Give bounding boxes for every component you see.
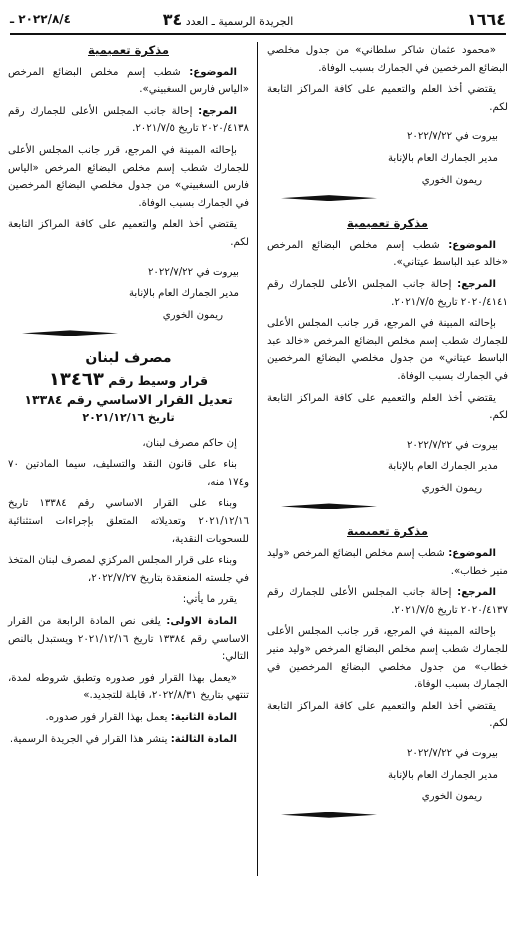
- decision-number: ١٣٤٦٣: [48, 368, 104, 390]
- decision-paragraph: إن حاكم مصرف لبنان،: [142, 437, 237, 449]
- memo-body: بإحالته المبينة في المرجع، قرر جانب المجلس الأعلى للجمارك شطب إسم مخلص البضائع المرخص «الياس فارس السغبيني» من جدول مخلصي البضائع المرخصين في الجمارك بسبب الوفاة.: [8, 144, 249, 209]
- subject-label: الموضوع:: [448, 239, 497, 251]
- column-divider: [257, 42, 258, 876]
- article-text: يلغى نص المادة الرابعة من القرار الاساسي رقم ١٣٣٨٤ تاريخ ٢٠٢١/١٢/١٦ ويستبدل بالنص التالي:: [8, 616, 249, 663]
- subject-text: شطب إسم مخلص البضائع المرخص «خالد عبد الباسط عيتاني».: [267, 239, 508, 269]
- section-separator: [281, 503, 377, 509]
- memo-closing: يقتضي أخذ العلم والتعميم على كافة المراكز التابعة لكم.: [267, 392, 508, 422]
- signature-name: ريمون الخوري: [162, 309, 223, 321]
- memo-reference: [8, 103, 249, 138]
- issue-number: ٣٤: [162, 10, 183, 29]
- memo-signature: [267, 437, 508, 498]
- header-rule: [10, 33, 506, 35]
- memo-title: مذكرة تعميمية: [347, 524, 428, 539]
- signature-name: ريمون الخوري: [421, 791, 482, 803]
- article-text: ينشر هذا القرار في الجريدة الرسمية.: [9, 733, 168, 745]
- reference-text: إحالة جانب المجلس الأعلى للجمارك رقم ٢٠٢٠/٤١٣٨ تاريخ ٢٠٢١/٧/٥.: [8, 105, 249, 135]
- decision-resolves: يقرر ما يأتي:: [182, 594, 237, 606]
- signature-date: بيروت في ٢٠٢٢/٧/٢٢: [406, 439, 498, 451]
- reference-text: إحالة جانب المجلس الأعلى للجمارك رقم ٢٠٢٠/٤١٣٧ تاريخ ٢٠٢١/٧/٥.: [267, 587, 508, 616]
- intro-closing: يقتضي أخذ العلم والتعميم على كافة المراكز التابعة لكم.: [267, 84, 508, 113]
- memo-body: بإحالته المبينة في المرجع، قرر جانب المجلس الأعلى للجمارك شطب إسم مخلص البضائع المرخص «خالد عبد الباسط عيتاني» من جدول مخلصي البضائع المرخصين في الجمارك بسبب الوفاة.: [267, 318, 508, 382]
- memo-title: مذكرة تعميمية: [347, 216, 428, 231]
- reference-label: المرجع:: [198, 105, 237, 117]
- right-column: [267, 42, 508, 832]
- decision-date: تاريخ ٢٠٢١/١٢/١٦: [82, 411, 175, 425]
- article-1-quote: «يعمل بهذا القرار فور صدوره وتطبق شروطه لمدة، تنتهي بتاريخ ٢٠٢٢/٨/٣١، قابلة للتجديد.»: [8, 672, 249, 702]
- bank-heading: مصرف لبنان: [85, 350, 172, 367]
- subject-label: الموضوع:: [189, 66, 238, 78]
- intro-signature: [267, 128, 508, 189]
- page-number: ١٦٦٤: [466, 10, 506, 29]
- article-1: [8, 613, 249, 666]
- signature-date: بيروت في ٢٠٢٢/٧/٢٢: [147, 266, 239, 278]
- signature-title: مدير الجمارك العام بالإنابة: [387, 152, 498, 164]
- article-3: [8, 731, 249, 749]
- memo-closing: يقتضي أخذ العلم والتعميم على كافة المراكز التابعة لكم.: [267, 700, 508, 730]
- gazette-title: [10, 10, 446, 29]
- memo-title: مذكرة تعميمية: [88, 43, 169, 57]
- signature-title: مدير الجمارك العام بالإنابة: [128, 288, 239, 300]
- left-column: [8, 42, 249, 748]
- memo-closing: يقتضي أخذ العلم والتعميم على كافة المراكز التابعة لكم.: [8, 219, 249, 248]
- signature-name: ريمون الخوري: [421, 482, 482, 494]
- section-separator: [281, 195, 377, 201]
- signature-date: بيروت في ٢٠٢٢/٧/٢٢: [406, 131, 498, 143]
- section-separator: [22, 330, 118, 336]
- memo-signature: [267, 745, 508, 806]
- memo-reference: [267, 276, 508, 311]
- reference-text: إحالة جانب المجلس الأعلى للجمارك رقم ٢٠٢٠/٤١٤١ تاريخ ٢٠٢١/٧/٥.: [267, 278, 508, 308]
- article-label: المادة الثانية:: [170, 712, 237, 723]
- issue-date: ٢٠٢٢/٨/٤ ـ: [10, 12, 71, 26]
- signature-title: مدير الجمارك العام بالإنابة: [387, 769, 498, 781]
- decision-paragraph: بناء على قانون النقد والتسليف، سيما المادتين ٧٠ و١٧٤ منه،: [8, 459, 249, 488]
- memo-body: بإحالته المبينة في المرجع، قرر جانب المجلس الأعلى للجمارك شطب إسم مخلص البضائع المرخص «وليد منير خطاب» من جدول مخلصي البضائع المرخصين في الجمارك بسبب الوفاة.: [267, 626, 508, 691]
- decision-paragraph: وبناء على قرار المجلس المركزي لمصرف لبنان المتخذ في جلسته المنعقدة بتاريخ ٢٠٢٢/٧/٢٧،: [8, 555, 249, 584]
- signature-title: مدير الجمارك العام بالإنابة: [387, 461, 498, 473]
- page-header: [10, 10, 506, 32]
- memo-reference: [267, 584, 508, 619]
- section-separator: [281, 812, 377, 818]
- gazette-name: الجريدة الرسمية ـ العدد: [185, 15, 294, 28]
- decision-heading: [8, 368, 249, 390]
- intro-paragraph: «محمود عثمان شاكر سلطاني» من جدول مخلصي البضائع المرخصين في الجمارك بسبب الوفاة.: [267, 45, 508, 74]
- amendment-heading: تعديل القرار الاساسي رقم ١٣٣٨٤: [24, 391, 233, 407]
- article-2: [8, 709, 249, 727]
- memo-signature: [8, 264, 249, 325]
- subject-label: الموضوع:: [448, 548, 496, 560]
- article-label: المادة الثالثة:: [170, 733, 237, 745]
- subject-text: شطب إسم مخلص البضائع المرخص «وليد منير خطاب».: [267, 548, 508, 577]
- article-label: المادة الاولى:: [166, 616, 237, 628]
- decision-paragraph: وبناء على القرار الاساسي رقم ١٣٣٨٤ تاريخ ٢٠٢١/١٢/١٦ وتعديلاته المتعلق بإجراءات استثنائية للسحوبات النقدية،: [8, 498, 249, 545]
- decision-prefix: قرار وسيط رقم: [108, 372, 209, 388]
- signature-date: بيروت في ٢٠٢٢/٧/٢٢: [406, 748, 498, 759]
- signature-name: ريمون الخوري: [421, 174, 482, 186]
- article-text: يعمل بهذا القرار فور صدوره.: [45, 712, 168, 723]
- memo-subject: [8, 64, 249, 99]
- subject-text: شطب إسم مخلص البضائع المرخص «الياس فارس السغبيني».: [8, 66, 249, 96]
- reference-label: المرجع:: [457, 587, 496, 599]
- memo-subject: [267, 237, 508, 272]
- memo-subject: [267, 545, 508, 580]
- reference-label: المرجع:: [457, 278, 496, 290]
